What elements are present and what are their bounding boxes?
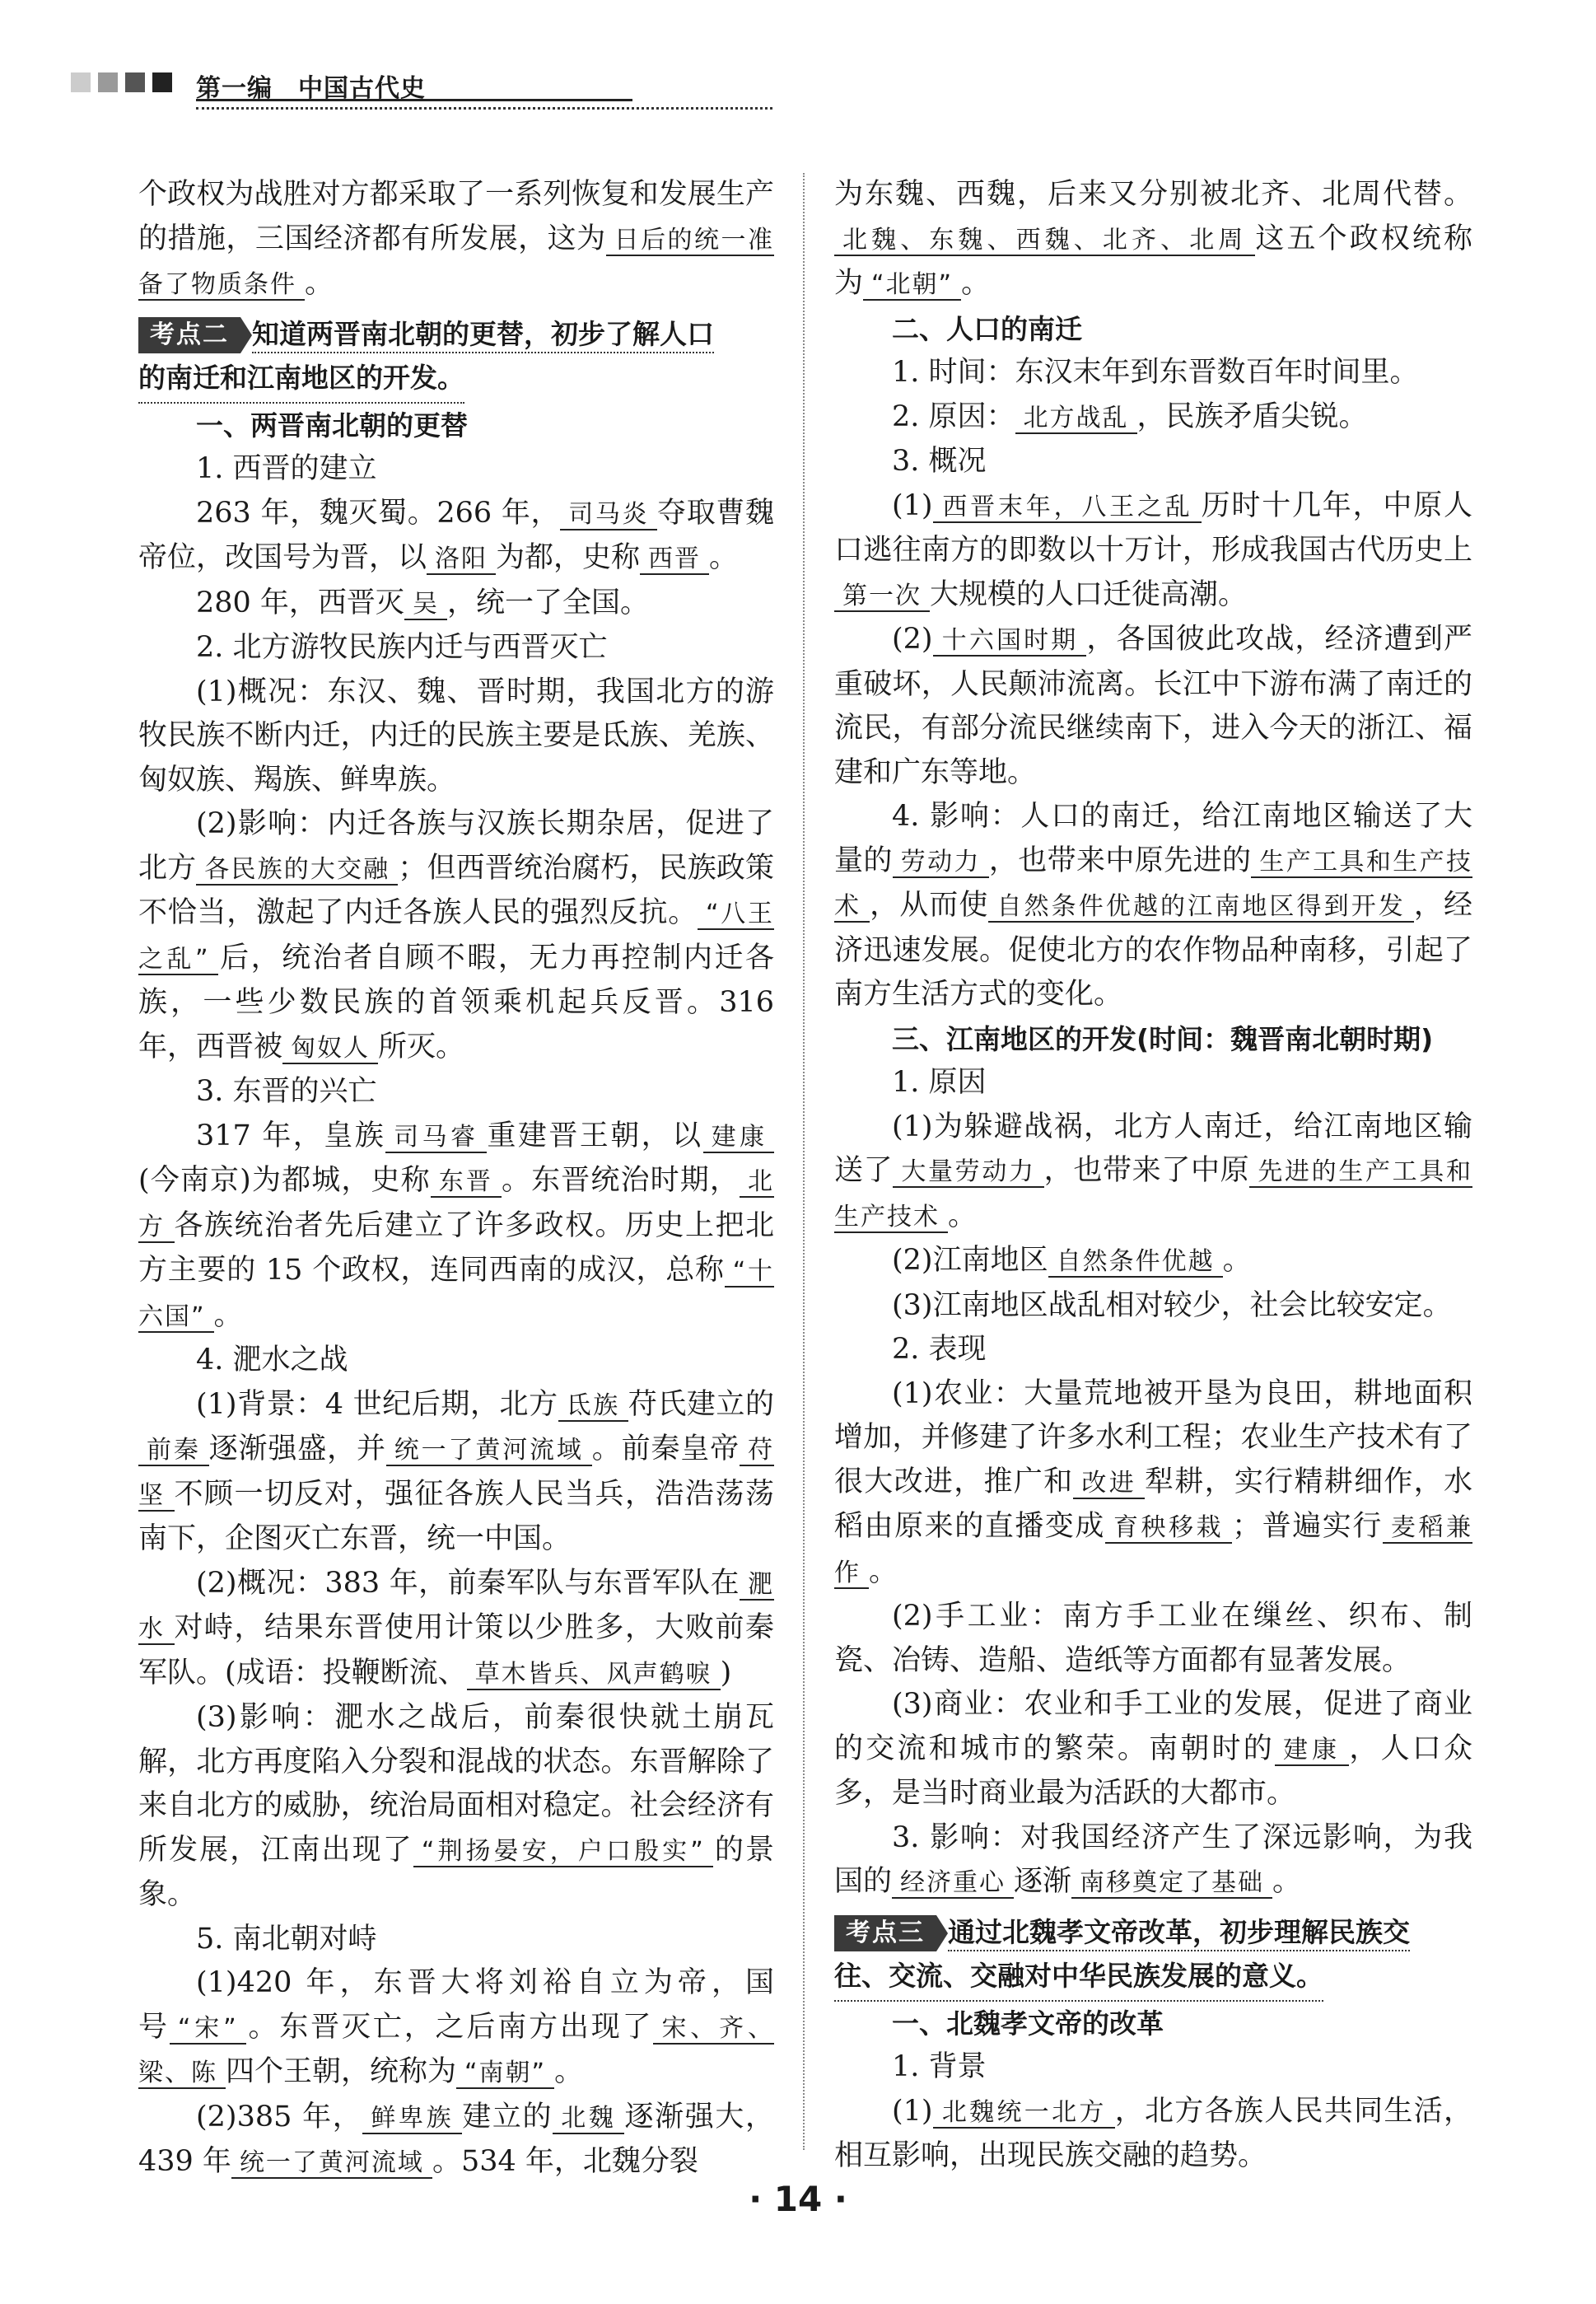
subsection-heading: 3. 东晋的兴亡: [196, 1075, 377, 1108]
paragraph: (2)影响：内迁各族与汉族长期杂居，促进了北方 各民族的大交融 ；但西晋统治腐朽，民族政策不恰当，激起了内迁各族人民的强烈反抗。 “八王之乱” 后，统治者自顾不暇，无力再控制内迁各族，一些少数民族的首领乘机起兵反晋。316 年，西晋被 匈奴人 所灭。: [138, 807, 774, 1063]
header-square-2: [98, 72, 118, 92]
answer-blank: 苻坚: [138, 1436, 774, 1510]
answer-blank: 淝水: [138, 1569, 774, 1643]
answer-blank: 吴: [404, 590, 447, 620]
answer-blank: 北魏统一北方: [933, 2098, 1115, 2129]
answer-blank: “十六国”: [138, 1257, 774, 1331]
answer-blank: “宋”: [170, 2014, 246, 2045]
answer-blank: 建康: [703, 1123, 774, 1153]
answer-blank: 北方: [138, 1167, 775, 1241]
answer-blank: 各民族的大交融: [196, 855, 398, 886]
paragraph: (3)影响：淝水之战后，前秦很快就土崩瓦解，北方再度陷入分裂和混战的状态。东晋解除了来自北方的威胁，统治局面相对稳定。社会经济有所发展，江南出现了 “荆扬晏安，户口殷实” 的景象。: [138, 1701, 774, 1911]
header-square-4: [152, 72, 172, 92]
paragraph: 为东魏、西魏，后来又分别被北齐、北周代替。北魏、东魏、西魏、北齐、北周 这五个政权统称为 “北朝” 。: [834, 178, 1472, 300]
answer-blank: 北方战乱: [1015, 404, 1137, 434]
paragraph: (1)420 年，东晋大将刘裕自立为帝，国号 “宋” 。东晋灭亡，之后南方出现了 宋、齐、梁、陈 四个王朝，统称为 “南朝” 。: [138, 1966, 774, 2088]
answer-blank: 北魏、东魏、西魏、北齐、北周: [834, 226, 1255, 256]
answer-blank: 西晋末年，八王之乱: [933, 493, 1202, 523]
paragraph: (2) 十六国时期 ，各国彼此攻战，经济遭到严重破坏，人民颠沛流离。长江中下游布满了南迁的流民，有部分流民继续南下，进入今天的浙江、福建和广东等地。: [834, 623, 1472, 789]
answer-blank: “八王之乱”: [138, 900, 774, 974]
header-square-3: [125, 72, 145, 92]
section-heading: 二、人口的南迁: [892, 312, 1082, 345]
header-dotted-rule: [196, 107, 772, 110]
paragraph: 317 年，皇族 司马睿 重建晋王朝，以 建康(今南京)为都城，史称 东晋 。东晋统治时期， 北方 各族统治者先后建立了许多政权。历史上把北方主要的 15 个政权，连同西南的成汉，总称 “十六国” 。: [138, 1119, 775, 1332]
subsection-heading: 1. 西晋的建立: [196, 452, 377, 485]
answer-blank: 东晋: [431, 1167, 502, 1198]
paragraph: (1)为躲避战祸，北方人南迁，给江南地区输送了 大量劳动力 ，也带来了中原 先进的生产工具和生产技术 。: [834, 1110, 1472, 1232]
answer-blank: “北朝”: [863, 270, 961, 301]
paragraph: 2. 原因： 北方战乱 ，民族矛盾尖锐。: [892, 400, 1368, 433]
answer-blank: 劳动力: [893, 848, 989, 878]
paragraph: 263 年，魏灭蜀。266 年， 司马炎 夺取曹魏帝位，改国号为晋，以 洛阳 为都，史称 西晋 。: [138, 496, 774, 574]
page-header: [71, 64, 705, 105]
answer-blank: 南移奠定了基础: [1071, 1868, 1272, 1899]
paragraph: 3. 影响：对我国经济产生了深远影响，为我国的 经济重心 逐渐 南移奠定了基础 。: [834, 1820, 1472, 1898]
paragraph: 1. 时间：东汉末年到东晋数百年时间里。: [892, 356, 1419, 389]
answer-blank: 日后的统一准备了物质条件: [138, 225, 774, 299]
answer-blank: 建康: [1275, 1736, 1349, 1766]
paragraph: (2)江南地区 自然条件优越 。: [892, 1244, 1252, 1277]
subsection-heading: 3. 概况: [892, 445, 987, 478]
paragraph: (1) 北魏统一北方 ，北方各族人民共同生活，相互影响，出现民族交融的趋势。: [834, 2094, 1472, 2172]
answer-blank: 经济重心: [892, 1868, 1014, 1899]
answer-blank: 改进: [1073, 1469, 1145, 1499]
exam-point-3: [834, 1910, 1472, 1955]
paragraph: 4. 影响：人口的南迁，给江南地区输送了大量的 劳动力 ，也带来中原先进的 生产工具和生产技术 ，从而使 自然条件优越的江南地区得到开发 ，经济迅速发展。促使北方的农作物品种南移，引起了南方生活方式的变化。: [834, 800, 1472, 1011]
answer-blank: 前秦: [138, 1436, 209, 1466]
paragraph: (3)江南地区战乱相对较少，社会比较安定。: [892, 1288, 1452, 1322]
subsection-heading: 2. 表现: [892, 1333, 987, 1366]
left-column: [138, 173, 774, 2185]
paragraph: (1)背景：4 世纪后期，北方 氐族 苻氏建立的前秦 逐渐强盛，并 统一了黄河流域 。前秦皇帝 苻坚 不顾一切反对，强征各族人民当兵，浩浩荡荡南下，企图灭亡东晋，统一中国。: [138, 1387, 774, 1555]
answer-blank: 鲜卑族: [362, 2104, 462, 2134]
header-title: 第一编 中国古代史: [196, 74, 426, 103]
paragraph: (2)385 年， 鲜卑族 建立的 北魏 逐渐强大，439 年 统一了黄河流域 。534 年，北魏分裂: [138, 2100, 774, 2178]
exam-point-title: 通过北魏孝文帝改革，初步理解民族交: [948, 1916, 1410, 1951]
paragraph: (1)农业：大量荒地被开垦为良田，耕地面积增加，并修建了许多水利工程；农业生产技术有了很大改进，推广和 改进 犁耕，实行精耕细作，水稻由原来的直播变成 育秧移栽 ；普遍实行 麦稻兼作 。: [834, 1376, 1472, 1588]
column-divider: [803, 173, 805, 2150]
paragraph: (2)概况：383 年，前秦军队与东晋军队在 淝水 对峙，结果东晋使用计策以少胜多，大败前秦军队。(成语：投鞭断流、 草木皆兵、风声鹤唳 ): [138, 1566, 774, 1689]
answer-blank: 司马炎: [560, 500, 657, 530]
paragraph: (3)商业：农业和手工业的发展，促进了商业的交流和城市的繁荣。南朝时的 建康 ，人口众多，是当时商业最为活跃的大都市。: [834, 1688, 1472, 1810]
right-column: [834, 173, 1472, 2179]
paragraph: (1)概况：东汉、魏、晋时期，我国北方的游牧民族不断内迁，内迁的民族主要是氐族、羌族、匈奴族、羯族、鲜卑族。: [138, 675, 774, 797]
section-heading: 一、北魏孝文帝的改革: [892, 2007, 1164, 2040]
exam-point-2: [138, 312, 774, 357]
answer-blank: 自然条件优越: [1048, 1247, 1223, 1278]
paragraph: 个政权为战胜对方都采取了一系列恢复和发展生产的措施，三国经济都有所发展，这为 日后的统一准备了物质条件 。: [138, 178, 774, 300]
paragraph: (2)手工业：南方手工业在缫丝、织布、制瓷、冶铸、造船、造纸等方面都有显著发展。: [834, 1600, 1472, 1677]
answer-blank: 十六国时期: [933, 626, 1087, 657]
page-number: · 14 ·: [749, 2179, 847, 2219]
answer-blank: 先进的生产工具和生产技术: [834, 1157, 1472, 1231]
paragraph: 280 年，西晋灭 吴 ，统一了全国。: [196, 586, 649, 619]
answer-blank: 统一了黄河流域: [231, 2148, 432, 2179]
section-heading: 三、江南地区的开发(时间：魏晋南北朝时期): [892, 1022, 1434, 1055]
answer-blank: “南朝”: [456, 2059, 554, 2089]
answer-blank: 大量劳动力: [893, 1157, 1043, 1188]
answer-blank: 西晋: [640, 544, 709, 575]
answer-blank: 育秧移栽: [1105, 1513, 1232, 1544]
answer-blank: “荆扬晏安，户口殷实”: [413, 1837, 713, 1867]
subsection-heading: 1. 背景: [892, 2050, 987, 2083]
answer-blank: 麦稻兼作: [834, 1513, 1472, 1587]
answer-blank: 第一次: [834, 582, 930, 612]
answer-blank: 统一了黄河流域: [386, 1436, 592, 1466]
answer-blank: 生产工具和生产技术: [834, 847, 1472, 921]
subsection-heading: 5. 南北朝对峙: [196, 1922, 377, 1956]
answer-blank: 氐族: [558, 1391, 628, 1422]
answer-blank: 司马睿: [385, 1123, 487, 1153]
subsection-heading: 4. 淝水之战: [196, 1344, 348, 1376]
exam-point-title-cont: 的南迁和江南地区的开发。: [138, 356, 464, 404]
exam-point-badge: 考点三: [834, 1915, 936, 1951]
answer-blank: 自然条件优越的江南地区得到开发: [988, 892, 1413, 923]
subsection-heading: 1. 原因: [892, 1066, 987, 1099]
header-square-1: [71, 72, 91, 92]
header-underline: [196, 99, 632, 101]
paragraph: (1) 西晋末年，八王之乱 历时十几年，中原人口逃往南方的即数以十万计，形成我国古代历史上第一次 大规模的人口迁徙高潮。: [834, 488, 1472, 611]
section-heading: 一、两晋南北朝的更替: [196, 409, 468, 442]
answer-blank: 匈奴人: [282, 1034, 378, 1064]
exam-point-title-cont: 往、交流、交融对中华民族发展的意义。: [834, 1954, 1323, 2002]
answer-blank: 宋、齐、梁、陈: [138, 2013, 774, 2087]
subsection-heading: 2. 北方游牧民族内迁与西晋灭亡: [196, 631, 608, 664]
answer-blank: 北魏: [553, 2104, 624, 2134]
answer-blank: 洛阳: [427, 544, 496, 575]
exam-point-badge: 考点二: [138, 317, 240, 353]
answer-blank: 草木皆兵、风声鹤唳: [467, 1660, 721, 1690]
exam-point-title: 知道两晋南北朝的更替，初步了解人口: [252, 318, 714, 353]
